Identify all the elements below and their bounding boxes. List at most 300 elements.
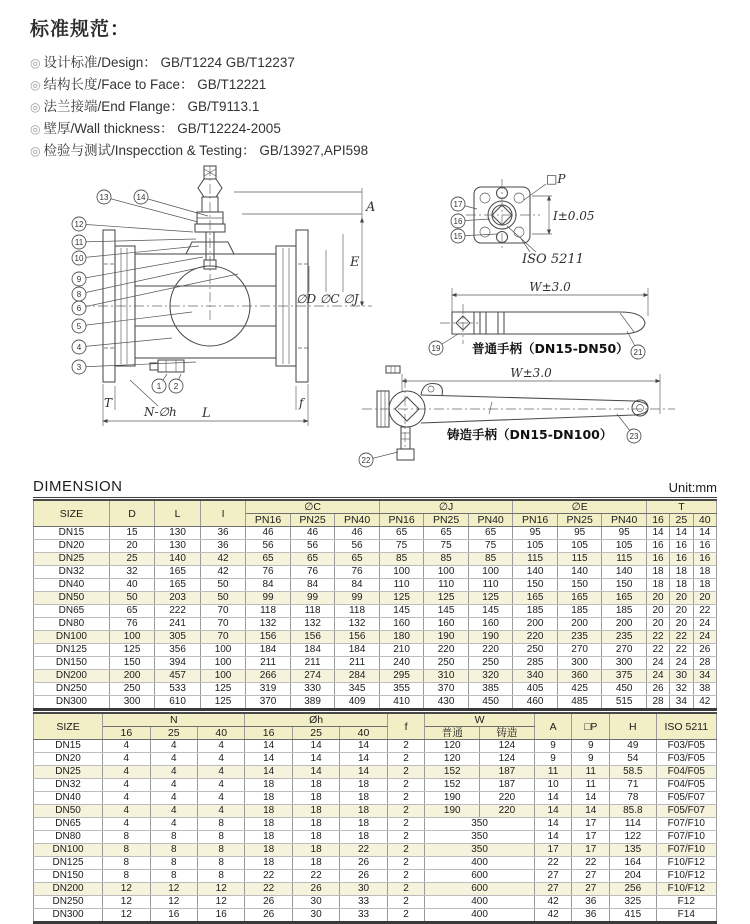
cell: 65 bbox=[290, 553, 335, 566]
cell: DN300 bbox=[34, 909, 103, 923]
cell: 110 bbox=[379, 579, 424, 592]
cell: 75 bbox=[424, 540, 469, 553]
cell: 4 bbox=[197, 753, 244, 766]
cell: 457 bbox=[155, 670, 200, 683]
cell: 18 bbox=[340, 805, 387, 818]
column-header: ISO 5211 bbox=[656, 713, 716, 740]
dim-label-l: L bbox=[202, 406, 211, 421]
cell: DN125 bbox=[34, 644, 110, 657]
cell: 300 bbox=[602, 657, 647, 670]
cell: 350 bbox=[425, 831, 534, 844]
cell: 152 bbox=[425, 779, 480, 792]
dim-label-i: I±0.05 bbox=[553, 209, 595, 223]
cell: F07/F10 bbox=[656, 818, 716, 831]
cell: 4 bbox=[197, 779, 244, 792]
cell: 76 bbox=[290, 566, 335, 579]
callout-number: 17 bbox=[453, 200, 463, 209]
cell: 4 bbox=[103, 805, 150, 818]
cell: 165 bbox=[513, 592, 558, 605]
cell: 65 bbox=[379, 527, 424, 540]
cell: 274 bbox=[290, 670, 335, 683]
table-row bbox=[34, 527, 717, 540]
cell: 42 bbox=[693, 696, 716, 710]
table-row bbox=[34, 844, 717, 857]
cell: 27 bbox=[572, 883, 610, 896]
dim-label-p: □P bbox=[546, 172, 566, 186]
cell: 14 bbox=[534, 831, 572, 844]
cell: 300 bbox=[557, 657, 602, 670]
cell: 22 bbox=[292, 870, 339, 883]
cell: 132 bbox=[246, 618, 291, 631]
table-row bbox=[34, 605, 717, 618]
cell: 394 bbox=[155, 657, 200, 670]
technical-drawings bbox=[0, 164, 750, 474]
bullet-icon: ◎ bbox=[30, 78, 41, 92]
cell: 18 bbox=[340, 792, 387, 805]
cell: 4 bbox=[150, 766, 197, 779]
cell: 165 bbox=[155, 579, 200, 592]
column-header: f bbox=[387, 713, 425, 740]
dimension-title: DIMENSION bbox=[33, 478, 123, 495]
cell: 110 bbox=[424, 579, 469, 592]
cell: 12 bbox=[150, 883, 197, 896]
callout-number: 11 bbox=[74, 238, 84, 247]
cell: 18 bbox=[292, 779, 339, 792]
cell: 22 bbox=[245, 883, 292, 896]
column-subheader: PN25 bbox=[424, 514, 469, 527]
cell: 14 bbox=[340, 740, 387, 753]
column-subheader: PN25 bbox=[557, 514, 602, 527]
callout-number: 9 bbox=[76, 275, 82, 284]
cell: 124 bbox=[480, 740, 535, 753]
cell: F07/F10 bbox=[656, 831, 716, 844]
column-subheader: 40 bbox=[693, 514, 716, 527]
cell: 460 bbox=[513, 696, 558, 710]
cell: 46 bbox=[290, 527, 335, 540]
cell: DN15 bbox=[34, 527, 110, 540]
cell: F10/F12 bbox=[656, 857, 716, 870]
cell: 4 bbox=[103, 818, 150, 831]
cell: 18 bbox=[245, 844, 292, 857]
cell: 28 bbox=[693, 657, 716, 670]
plain-handle-drawing bbox=[429, 280, 648, 359]
column-subheader: 普通 bbox=[425, 727, 480, 740]
cell: 16 bbox=[646, 553, 669, 566]
cell: 122 bbox=[610, 831, 656, 844]
cell: 165 bbox=[557, 592, 602, 605]
cell: 14 bbox=[646, 527, 669, 540]
column-subheader: PN25 bbox=[290, 514, 335, 527]
cell: 14 bbox=[534, 818, 572, 831]
column-header: ∅E bbox=[513, 500, 647, 514]
cell: 150 bbox=[513, 579, 558, 592]
cell: 8 bbox=[197, 857, 244, 870]
cell: 14 bbox=[245, 740, 292, 753]
column-subheader: 16 bbox=[103, 727, 150, 740]
cell: 2 bbox=[387, 896, 425, 909]
cell: 156 bbox=[335, 631, 380, 644]
cell: 204 bbox=[610, 870, 656, 883]
cell: 132 bbox=[335, 618, 380, 631]
cell: 325 bbox=[610, 896, 656, 909]
cell: 18 bbox=[292, 792, 339, 805]
cell: DN150 bbox=[34, 657, 110, 670]
cell: 350 bbox=[425, 844, 534, 857]
cell: 235 bbox=[557, 631, 602, 644]
cell: 12 bbox=[197, 896, 244, 909]
cell: 36 bbox=[572, 896, 610, 909]
cell: 84 bbox=[335, 579, 380, 592]
cell: 203 bbox=[155, 592, 200, 605]
cell: 14 bbox=[572, 792, 610, 805]
cell: 36 bbox=[572, 909, 610, 923]
cell: 33 bbox=[340, 909, 387, 923]
cell: 2 bbox=[387, 909, 425, 923]
cell: 115 bbox=[602, 553, 647, 566]
cell: 4 bbox=[150, 792, 197, 805]
callout-16 bbox=[451, 214, 490, 228]
cell: 65 bbox=[246, 553, 291, 566]
cell: 118 bbox=[290, 605, 335, 618]
cell: 125 bbox=[109, 644, 154, 657]
cell: 58.5 bbox=[610, 766, 656, 779]
cell: 4 bbox=[197, 792, 244, 805]
cell: 16 bbox=[670, 540, 693, 553]
dimension-table-2 bbox=[33, 712, 717, 924]
cell: 18 bbox=[245, 857, 292, 870]
cell: 533 bbox=[155, 683, 200, 696]
cell: 14 bbox=[534, 805, 572, 818]
column-subheader: 铸造 bbox=[480, 727, 535, 740]
cell: 17 bbox=[534, 844, 572, 857]
cell: 40 bbox=[109, 579, 154, 592]
cell: 18 bbox=[646, 566, 669, 579]
cell: 8 bbox=[103, 831, 150, 844]
cell: 56 bbox=[335, 540, 380, 553]
cell: 2 bbox=[387, 805, 425, 818]
cell: 22 bbox=[646, 644, 669, 657]
cell: 145 bbox=[468, 605, 513, 618]
cell: 12 bbox=[197, 883, 244, 896]
cell: 190 bbox=[468, 631, 513, 644]
cell: 270 bbox=[557, 644, 602, 657]
bullet-icon: ◎ bbox=[30, 56, 41, 70]
cell: 75 bbox=[379, 540, 424, 553]
table-row bbox=[34, 883, 717, 896]
cell: 76 bbox=[335, 566, 380, 579]
table-row bbox=[34, 566, 717, 579]
dim-label-f: f bbox=[299, 396, 304, 410]
dim-label-nh: N-∅h bbox=[144, 405, 177, 419]
callout-19 bbox=[429, 334, 458, 355]
cell: 26 bbox=[693, 644, 716, 657]
cell: 160 bbox=[379, 618, 424, 631]
cell: DN20 bbox=[34, 540, 110, 553]
cell: 71 bbox=[610, 779, 656, 792]
cell: 165 bbox=[155, 566, 200, 579]
dimension-header bbox=[33, 478, 717, 498]
cell: 2 bbox=[387, 883, 425, 896]
cell: 18 bbox=[340, 831, 387, 844]
cell: F10/F12 bbox=[656, 883, 716, 896]
cell: 100 bbox=[200, 657, 245, 670]
bullet-icon: ◎ bbox=[30, 144, 41, 158]
cell: 22 bbox=[245, 870, 292, 883]
callout-number: 16 bbox=[453, 217, 463, 226]
cell: 24 bbox=[670, 657, 693, 670]
standard-text: 法兰接端/End Flange： GB/T9113.1 bbox=[43, 99, 260, 114]
cell: 18 bbox=[245, 831, 292, 844]
plain-handle-title: 普通手柄（DN15-DN50） bbox=[472, 341, 629, 356]
list-item bbox=[30, 118, 750, 140]
cell: 105 bbox=[557, 540, 602, 553]
table-row bbox=[34, 870, 717, 883]
cell: 14 bbox=[340, 753, 387, 766]
cell: F04/F05 bbox=[656, 779, 716, 792]
cell: 2 bbox=[387, 818, 425, 831]
table-row bbox=[34, 792, 717, 805]
cell: 220 bbox=[480, 805, 535, 818]
dimension-tables-section bbox=[33, 478, 717, 924]
cell: 8 bbox=[197, 831, 244, 844]
cell: 115 bbox=[513, 553, 558, 566]
cell: 187 bbox=[480, 779, 535, 792]
cell: 18 bbox=[292, 805, 339, 818]
cell: 22 bbox=[340, 844, 387, 857]
column-header: D bbox=[109, 500, 154, 527]
list-item bbox=[30, 52, 750, 74]
cell: DN80 bbox=[34, 618, 110, 631]
cell: 211 bbox=[290, 657, 335, 670]
column-header: ∅C bbox=[246, 500, 380, 514]
table-row bbox=[34, 644, 717, 657]
cell: 18 bbox=[292, 818, 339, 831]
cell: 2 bbox=[387, 792, 425, 805]
column-subheader: PN40 bbox=[602, 514, 647, 527]
cell: DN65 bbox=[34, 605, 110, 618]
cell: 250 bbox=[513, 644, 558, 657]
cell: 180 bbox=[379, 631, 424, 644]
table-row bbox=[34, 818, 717, 831]
cell: 409 bbox=[335, 696, 380, 710]
cell: 36 bbox=[200, 527, 245, 540]
cell: 400 bbox=[425, 857, 534, 870]
cell: 17 bbox=[572, 818, 610, 831]
cell: DN25 bbox=[34, 553, 110, 566]
callout-number: 14 bbox=[136, 193, 146, 202]
cell: 85.8 bbox=[610, 805, 656, 818]
list-item bbox=[30, 74, 750, 96]
cell: 42 bbox=[534, 896, 572, 909]
cell: 222 bbox=[155, 605, 200, 618]
cell: 600 bbox=[425, 870, 534, 883]
cell: F07/F10 bbox=[656, 844, 716, 857]
list-item bbox=[30, 96, 750, 118]
cell: 99 bbox=[246, 592, 291, 605]
cell: DN125 bbox=[34, 857, 103, 870]
cell: 32 bbox=[109, 566, 154, 579]
cell: DN25 bbox=[34, 766, 103, 779]
column-subheader: 25 bbox=[150, 727, 197, 740]
cell: 24 bbox=[693, 631, 716, 644]
table-row bbox=[34, 896, 717, 909]
cell: 76 bbox=[246, 566, 291, 579]
cell: 20 bbox=[646, 592, 669, 605]
cell: 160 bbox=[468, 618, 513, 631]
cell: 118 bbox=[335, 605, 380, 618]
unit-label: Unit:mm bbox=[668, 480, 717, 495]
cell: 385 bbox=[468, 683, 513, 696]
cell: 130 bbox=[155, 540, 200, 553]
cell: 26 bbox=[245, 896, 292, 909]
table-row bbox=[34, 753, 717, 766]
cell: 2 bbox=[387, 779, 425, 792]
column-header: SIZE bbox=[34, 713, 103, 740]
cell: 36 bbox=[200, 540, 245, 553]
cell: DN80 bbox=[34, 831, 103, 844]
cell: 26 bbox=[340, 857, 387, 870]
cell: 18 bbox=[245, 792, 292, 805]
cell: 30 bbox=[292, 909, 339, 923]
cell: 8 bbox=[103, 870, 150, 883]
column-header: T bbox=[646, 500, 716, 514]
list-item bbox=[30, 140, 750, 162]
cell: 370 bbox=[246, 696, 291, 710]
cell: 16 bbox=[670, 553, 693, 566]
column-subheader: 16 bbox=[646, 514, 669, 527]
cell: DN32 bbox=[34, 779, 103, 792]
cell: 135 bbox=[610, 844, 656, 857]
cell: 8 bbox=[150, 844, 197, 857]
cell: DN200 bbox=[34, 883, 103, 896]
cell: 28 bbox=[646, 696, 669, 710]
cell: 14 bbox=[670, 527, 693, 540]
cell: 190 bbox=[425, 792, 480, 805]
callout-number: 4 bbox=[76, 343, 82, 352]
standard-text: 壁厚/Wall thickness： GB/T12224-2005 bbox=[43, 121, 281, 136]
cell: F03/F05 bbox=[656, 753, 716, 766]
column-subheader: PN16 bbox=[379, 514, 424, 527]
cell: 156 bbox=[290, 631, 335, 644]
cell: 140 bbox=[155, 553, 200, 566]
bullet-icon: ◎ bbox=[30, 122, 41, 136]
cell: 4 bbox=[150, 805, 197, 818]
dim-label-t: T bbox=[104, 396, 113, 410]
cell: 250 bbox=[109, 683, 154, 696]
cell: 115 bbox=[557, 553, 602, 566]
cell: F05/F07 bbox=[656, 792, 716, 805]
cell: 18 bbox=[292, 831, 339, 844]
cell: 65 bbox=[335, 553, 380, 566]
cell: 485 bbox=[557, 696, 602, 710]
table-row bbox=[34, 696, 717, 710]
callout-number: 22 bbox=[361, 456, 371, 465]
cell: 18 bbox=[340, 818, 387, 831]
cell: 14 bbox=[292, 753, 339, 766]
cell: 12 bbox=[103, 909, 150, 923]
cell: 250 bbox=[468, 657, 513, 670]
cell: 184 bbox=[335, 644, 380, 657]
cell: 8 bbox=[103, 857, 150, 870]
cell: 18 bbox=[646, 579, 669, 592]
cell: 42 bbox=[200, 553, 245, 566]
cell: 266 bbox=[246, 670, 291, 683]
standards-list bbox=[30, 52, 750, 162]
cell: 30 bbox=[292, 896, 339, 909]
cell: 184 bbox=[290, 644, 335, 657]
bullet-icon: ◎ bbox=[30, 100, 41, 114]
cell: 185 bbox=[557, 605, 602, 618]
cell: 100 bbox=[468, 566, 513, 579]
cell: 26 bbox=[245, 909, 292, 923]
cell: 18 bbox=[245, 818, 292, 831]
table-row bbox=[34, 779, 717, 792]
iso5211-label: ISO 5211 bbox=[522, 252, 584, 267]
cell: F05/F07 bbox=[656, 805, 716, 818]
cell: 4 bbox=[103, 792, 150, 805]
cell: F03/F05 bbox=[656, 740, 716, 753]
cell: 34 bbox=[670, 696, 693, 710]
cell: 152 bbox=[425, 766, 480, 779]
cell: 84 bbox=[246, 579, 291, 592]
callout-number: 8 bbox=[76, 290, 82, 299]
cell: 400 bbox=[425, 896, 534, 909]
cell: 9 bbox=[572, 740, 610, 753]
cell: 46 bbox=[246, 527, 291, 540]
cell: 18 bbox=[292, 844, 339, 857]
standards-section bbox=[0, 0, 750, 162]
cell: 16 bbox=[197, 909, 244, 923]
standard-text: 结构长度/Face to Face： GB/T12221 bbox=[43, 77, 267, 92]
cell: 114 bbox=[610, 818, 656, 831]
cell: 14 bbox=[693, 527, 716, 540]
cell: 110 bbox=[468, 579, 513, 592]
cell: 78 bbox=[610, 792, 656, 805]
cell: 256 bbox=[610, 883, 656, 896]
cell: 2 bbox=[387, 857, 425, 870]
cell: 600 bbox=[425, 883, 534, 896]
callout-number: 5 bbox=[76, 322, 82, 331]
column-subheader: 25 bbox=[670, 514, 693, 527]
cell: 4 bbox=[150, 740, 197, 753]
cell: 4 bbox=[103, 766, 150, 779]
cell: 16 bbox=[150, 909, 197, 923]
cell: 65 bbox=[468, 527, 513, 540]
cell: 130 bbox=[155, 527, 200, 540]
dim-label-diameters: ∅D ∅C ∅J bbox=[296, 292, 359, 306]
cell: 20 bbox=[670, 618, 693, 631]
callout-21 bbox=[627, 331, 645, 359]
cell: 14 bbox=[245, 766, 292, 779]
callout-11 bbox=[72, 235, 196, 249]
cell: 14 bbox=[292, 740, 339, 753]
table-row bbox=[34, 740, 717, 753]
table-row bbox=[34, 831, 717, 844]
cell: 125 bbox=[200, 696, 245, 710]
cell: 56 bbox=[246, 540, 291, 553]
cell: 24 bbox=[646, 657, 669, 670]
cell: DN50 bbox=[34, 805, 103, 818]
cell: 190 bbox=[425, 805, 480, 818]
cell: 85 bbox=[468, 553, 513, 566]
cell: 30 bbox=[340, 883, 387, 896]
cell: F04/F05 bbox=[656, 766, 716, 779]
cell: 100 bbox=[424, 566, 469, 579]
cell: 65 bbox=[424, 527, 469, 540]
cell: 76 bbox=[109, 618, 154, 631]
cell: 95 bbox=[602, 527, 647, 540]
cell: 220 bbox=[513, 631, 558, 644]
